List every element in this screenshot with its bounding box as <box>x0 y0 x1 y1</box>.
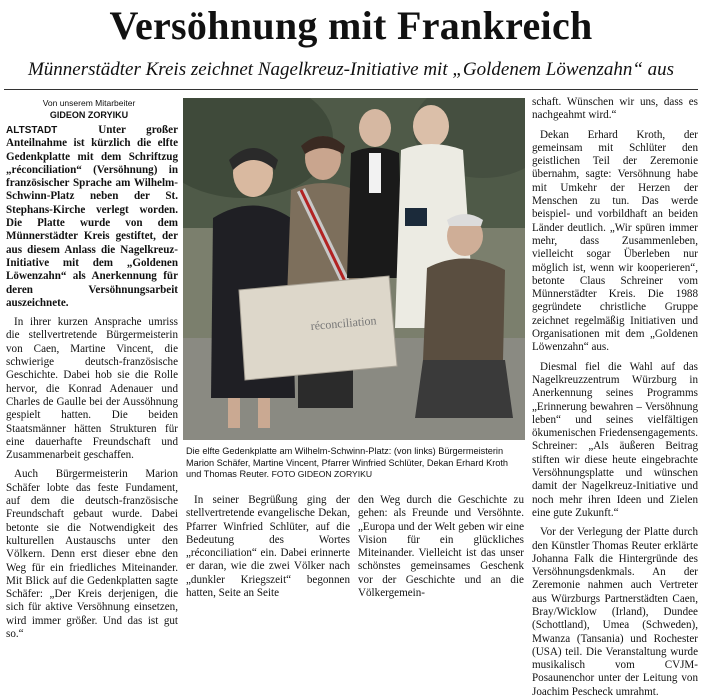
photo-caption-block <box>186 446 524 481</box>
paragraph: Vor der Verlegung der Platte durch den Künstler Thomas Reuter erklärte Johanna Falk die Hintergründe des Versöhnungsdenkmals. An der Zeremonie nahmen auch Vertreter aus Würzburgs Partnerstädten Caen, Bray/Wicklow (Irland), Dundee (Schottland), Umea (Schweden), Mwanza (Tansania) und Rochester (USA) teil. Die Veranstaltung wurde musikalisch vom CVJM-Posaunenchor unter der Leitung von Joachim Pescheck umrahmt. <box>532 526 698 698</box>
column-1 <box>6 124 178 641</box>
plate-text: réconciliation <box>310 313 377 333</box>
lead-paragraph <box>6 124 178 310</box>
lead-text: Unter großer Anteilnahme ist kürzlich die elfte Gedenkplatte mit dem Schriftzug „réconciliation“ (Versöhnung) in französischer Sprache am Wilhelm-Schwinn-Platz neben der St. Stephans-Kirche verlegt worden. Die Platte wurde von dem Münnerstädter Kreis gestiftet, der aus diesem Anlass die Nagelkreuz-Initiative mit dem „Goldenen Löwenzahn“ als Anerkennung für deren Versöhnungsarbeit auszeichnete. <box>6 124 178 309</box>
photo-illustration <box>183 98 525 440</box>
paragraph: Dekan Erhard Kroth, der gemeinsam mit Schlüter den geistlichen Teil der Zeremonie übernahm, sagte: Versöhnung habe mit Umkehr der Herzen der Menschen zu tun. Das werde beispiel- und vorbildhaft an beiden Länder deutlich. „Wir spüren immer mehr, dass Zusammenleben, vielleicht sogar Überleben nur möglich ist, wenn wir kooperieren“, betonte Claus Schreiner vom Münnerstädter Kreis. Die 1988 gegründete christliche Gruppe zeichnet regelmäßig Initiativen und Organisationen mit dem „Goldenen Löwenzahn“ aus. <box>532 128 698 354</box>
paragraph: Auch Bürgermeisterin Marion Schäfer lobte das feste Fundament, auf dem die deutsch-französische Freundschaft gebaut wurde. Dabei betonte sie die Notwendigkeit des kulturellen Austauschs unter den Völkern. Denn erst dieser ebne den Weg für ein friedliches Miteinander. Mit Blick auf die Gedenkplatten sagte Schäfer: „Der Kreis derjenigen, die sich für aktive Versöhnung einsetzen, wird immer größer. Und das ist gut so.“ <box>6 468 178 640</box>
paragraph: den Weg durch die Geschichte zu gehen: als Freunde und Versöhnte. „Europa und der Welt geben wir eine Vision für ein glückliches Miteinander. Vielleicht ist das unser schönstes gemeinsames Geschenk vor der Geschichte und an die Völkergemein- <box>358 494 524 600</box>
subheadline: Münnerstädter Kreis zeichnet Nagelkreuz-Initiative mit „Goldenem Löwenzahn“ aus <box>27 59 675 80</box>
photo-caption: Die elfte Gedenkplatte am Wilhelm-Schwinn-Platz: (von links) Bürgermeisterin Marion Schäfer, Martine Vincent, Pfarrer Winfried Schlüter, Dekan Erhard Kroth und Thomas Reuter. <box>186 446 509 480</box>
photo <box>183 98 525 440</box>
photo-credit: FOTO GIDEON ZORYIKU <box>271 469 373 480</box>
paragraph: In ihrer kurzen Ansprache umriss die stellvertretende Bürgermeisterin von Caen, Martine Vincent, die schwierige deutsch-französische Geschichte. Dabei hob sie die Rolle hervor, die Konrad Adenauer und Charles de Gaulle bei der Aussöhnung gespielt hatten. Die beiden Staatsmänner hätten Strukturen für eine dauerhafte Freundschaft und Zusammenarbeit geschaffen. <box>6 316 178 462</box>
byline-name: GIDEON ZORYIKU <box>49 110 129 120</box>
paragraph: schaft. Wünschen wir uns, dass es nachgeahmt wird.“ <box>532 96 698 122</box>
header-rule <box>4 89 698 90</box>
dateline: ALTSTADT <box>6 125 58 136</box>
paragraph: In seiner Begrüßung ging der stellvertretende evangelische Dekan, Pfarrer Winfried Schlüter, auf die Bedeutung des Wortes „réconciliation“ ein. Dabei erinnerte er daran, wie die zwei Völker nach „dunkler Kriegszeit“ begonnen hatten, Seite an Seite <box>186 494 350 600</box>
column-2 <box>186 494 350 600</box>
paragraph: Diesmal fiel die Wahl auf das Nagelkreuzzentrum Würzburg in Anerkennung seines Programms „Erinnerung bewahren – Versöhnung leben“ und seines vielfältigen ökumenischen Friedensengagements. Schreiner: „Als äußeren Beitrag stiften wir diese heute eingebrachte Versöhnungsplatte und wünschen damit der Nagelkreuz-Initiative und noch mehr ihren Ideen und Zielen eine gute Zukunft.“ <box>532 360 698 519</box>
column-3 <box>358 494 524 600</box>
byline-label: Von unserem Mitarbeiter <box>42 98 136 108</box>
headline: Versöhnung mit Frankreich <box>109 3 593 48</box>
column-4 <box>532 96 698 699</box>
